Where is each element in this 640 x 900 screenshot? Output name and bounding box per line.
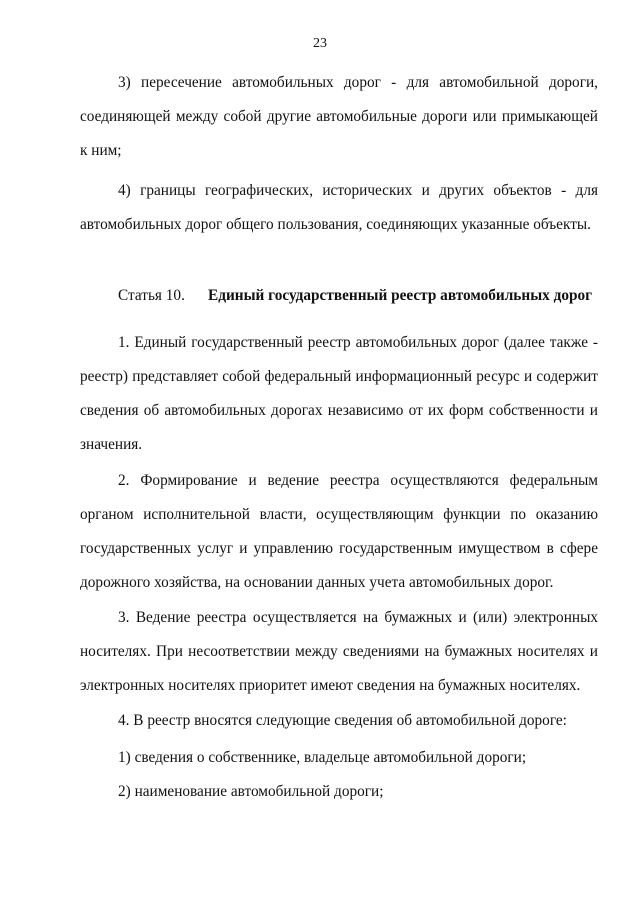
list-item-owner-info [80,741,598,775]
article-title: Единый государственный реестр автомобильных дорог [208,287,593,304]
page-number: 23 [313,36,327,51]
list-item-road-name [80,775,598,809]
paragraph-text: 2) наименование автомобильной дороги; [118,783,384,800]
paragraph-road-intersection [80,66,598,168]
paragraph-text: 1) сведения о собственнике, владельце автомобильной дороги; [118,749,527,766]
paragraph-registry-contents [80,704,598,738]
paragraph-text: 2. Формирование и ведение реестра осуществляются федеральным органом исполнительной власти, осуществляющим функции по оказанию государственных услуг и управлению государственным имуществом в сфере дорожного хозяйства, на основании данных учета автомобильных дорог. [80,472,598,591]
paragraph-registry-maintenance [80,464,598,600]
paragraph-text: 1. Единый государственный реестр автомобильных дорог (далее также - реестр) представляет собой федеральный информационный ресурс и содержит сведения об автомобильных дорогах независимо от их форм собственности и значения. [80,334,598,453]
paragraph-text: 4. В реестр вносятся следующие сведения об автомобильной дороге: [118,712,567,729]
paragraph-registry-media [80,601,598,703]
article-number: Статья 10. [118,287,185,304]
paragraph-text: 3. Ведение реестра осуществляется на бумажных и (или) электронных носителях. При несоответствии между сведениями на бумажных носителях и электронных носителях приоритет имеют сведения на бумажных носителях. [80,609,598,694]
paragraph-registry-definition [80,326,598,462]
paragraph-text: 3) пересечение автомобильных дорог - для автомобильной дороги, соединяющей между собой другие автомобильные дороги или примыкающей к ним; [80,74,598,159]
paragraph-object-boundaries [80,174,598,242]
article-heading [118,279,592,313]
paragraph-text: 4) границы географических, исторических и других объектов - для автомобильных дорог общего пользования, соединяющих указанные объекты. [80,182,598,233]
